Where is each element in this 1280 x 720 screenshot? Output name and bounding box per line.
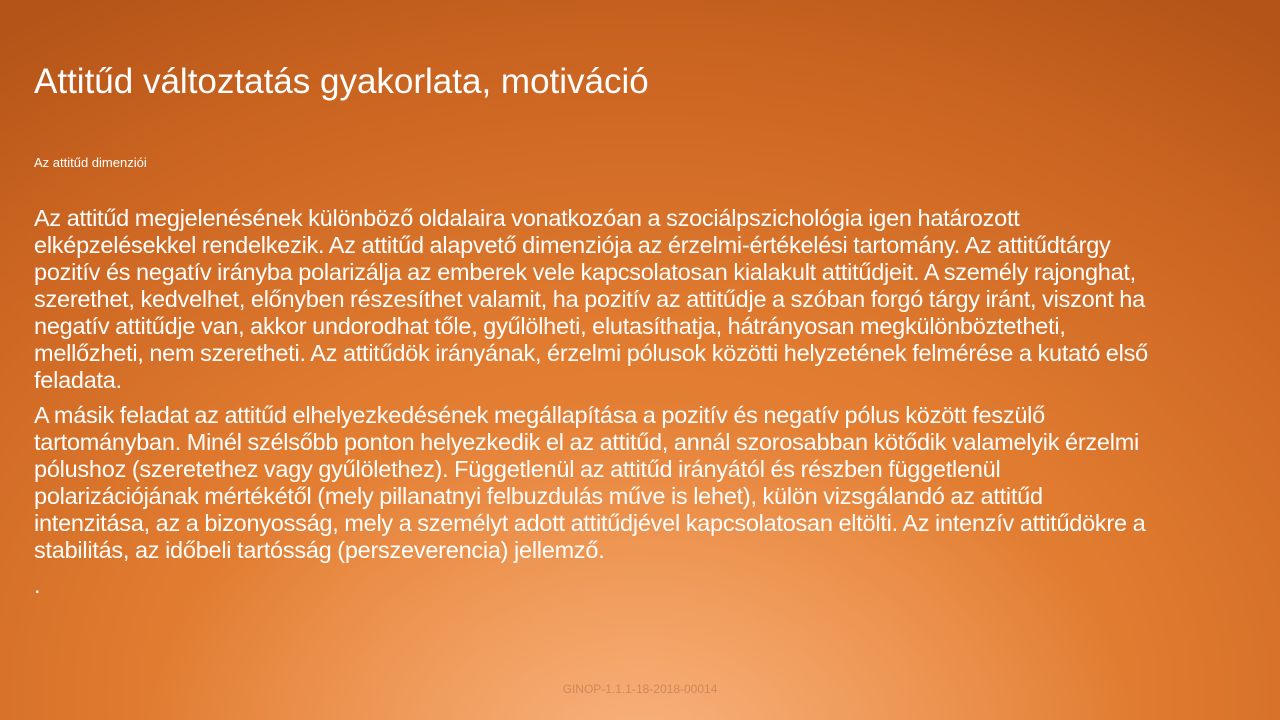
body-paragraph: A másik feladat az attitűd elhelyezkedésének megállapítása a pozitív és negatív pólus között feszülő tartományban. Minél szélsőbb ponton helyezkedik el az attitűd, annál szorosabban kötődik valamelyik érzelmi pólushoz (szeretethez vagy gyűlölethez). Függetlenül az attitűd irányától és részben függetlenül polarizációjának mértékétől (mely pillanatnyi felbuzdulás műve is lehet), külön vizsgálandó az attitűd intenzitása, az a bizonyosság, mely a személyt adott attitűdjével kapcsolatosan eltölti. Az intenzív attitűdökre a stabilitás, az időbeli tartósság (perszeverencia) jellemző.	[34, 402, 1146, 563]
trailing-mark: .	[34, 572, 41, 598]
slide-subtitle: Az attitűd dimenziói	[34, 155, 147, 170]
body-paragraph: Az attitűd megjelenésének különböző oldalaira vonatkozóan a szociálpszichológia igen határozott elképzelésekkel rendelkezik. Az attitűd alapvető dimenziója az érzelmi-értékelési tartomány. Az attitűdtárgy pozitív és negatív irányba polarizálja az emberek vele kapcsolatosan kialakult attitűdjeit. A személy rajonghat, szerethet, kedvelhet, előnyben részesíthet valamit, ha pozitív az attitűdje a szóban forgó tárgy iránt, viszont ha negatív attitűdje van, akkor undorodhat tőle, gyűlölheti, elutasíthatja, hátrányosan megkülönböztetheti, mellőzheti, nem szeretheti. Az attitűdök irányának, érzelmi pólusok közötti helyzetének felmérése a kutató első feladata.	[34, 205, 1148, 393]
footer-project-code: GINOP-1.1.1-18-2018-00014	[562, 682, 718, 696]
slide-title: Attitűd változtatás gyakorlata, motiváció	[34, 62, 649, 101]
slide-body	[34, 205, 1164, 599]
